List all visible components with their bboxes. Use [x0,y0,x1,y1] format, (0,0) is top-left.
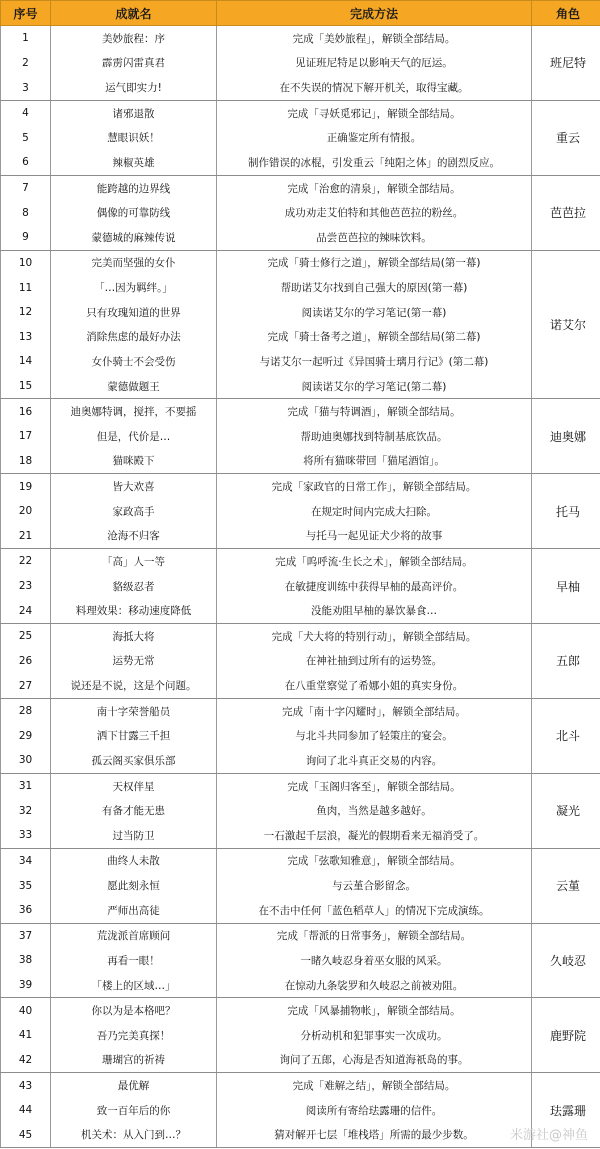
table-row [1,823,600,848]
table-row [1,873,600,898]
method-cell: 帮助迪奥娜找到特制基底饮品。 [217,424,532,449]
method-cell: 帮助诺艾尔找到自己强大的原因(第一幕) [217,275,532,300]
table-row [1,200,600,225]
name-cell: 迪奥娜特调，搅拌，不要摇 [51,399,217,424]
role-cell: 芭芭拉 [532,175,600,250]
method-cell: 将所有猫咪带回「猫尾酒馆」。 [217,449,532,474]
table-row [1,549,600,574]
table-row [1,150,600,175]
table-row [1,325,600,350]
name-cell: 南十字荣誉船员 [51,698,217,723]
name-cell: 完美而坚强的女仆 [51,250,217,275]
no-cell: 4 [1,100,51,125]
name-cell: 但是，代价是… [51,424,217,449]
method-cell: 品尝芭芭拉的辣味饮料。 [217,225,532,250]
table-row [1,75,600,100]
no-cell: 37 [1,923,51,948]
no-cell: 42 [1,1048,51,1073]
method-cell: 完成「弦歌知雅意」，解锁全部结局。 [217,848,532,873]
method-cell: 鱼肉，当然是越多越好。 [217,798,532,823]
header-role: 角色 [532,1,600,26]
name-cell: 能跨越的边界线 [51,175,217,200]
name-cell: 过当防卫 [51,823,217,848]
name-cell: 海抵大将 [51,624,217,649]
no-cell: 24 [1,598,51,623]
table-body [1,26,600,1148]
no-cell: 17 [1,424,51,449]
no-cell: 9 [1,225,51,250]
no-cell: 40 [1,998,51,1023]
no-cell: 3 [1,75,51,100]
method-cell: 与托马一起见证犬少将的故事 [217,524,532,549]
no-cell: 10 [1,250,51,275]
method-cell: 分析动机和犯罪事实一次成功。 [217,1023,532,1048]
method-cell: 猜对解开七层「堆栈塔」所需的最少步数。 [217,1123,532,1148]
no-cell: 32 [1,798,51,823]
name-cell: 再看一眼！ [51,948,217,973]
name-cell: 蒙德城的麻辣传说 [51,225,217,250]
table-row [1,275,600,300]
no-cell: 7 [1,175,51,200]
name-cell: 皆大欢喜 [51,474,217,499]
name-cell: 你以为是本格吧？ [51,998,217,1023]
method-cell: 完成「骑士备考之道」，解锁全部结局(第二幕) [217,325,532,350]
no-cell: 18 [1,449,51,474]
role-cell: 北斗 [532,698,600,773]
no-cell: 1 [1,26,51,51]
table-row [1,424,600,449]
no-cell: 21 [1,524,51,549]
name-cell: 女仆骑士不会受伤 [51,349,217,374]
role-cell: 早柚 [532,549,600,624]
table-row [1,973,600,998]
method-cell: 完成「呜呼流·生长之术」，解锁全部结局。 [217,549,532,574]
name-cell: 消除焦虑的最好办法 [51,325,217,350]
name-cell: 吾乃完美真探！ [51,1023,217,1048]
method-cell: 正确鉴定所有情报。 [217,126,532,151]
name-cell: 偶像的可靠防线 [51,200,217,225]
no-cell: 13 [1,325,51,350]
name-cell: 霹雳闪雷真君 [51,51,217,76]
no-cell: 41 [1,1023,51,1048]
method-cell: 完成「家政官的日常工作」，解锁全部结局。 [217,474,532,499]
method-cell: 询问了北斗真正交易的内容。 [217,748,532,773]
name-cell: 运气即实力! [51,75,217,100]
name-cell: 料理效果：移动速度降低 [51,598,217,623]
no-cell: 45 [1,1123,51,1148]
no-cell: 14 [1,349,51,374]
method-cell: 完成「难解之结」，解锁全部结局。 [217,1073,532,1098]
name-cell: 辣椒英雄 [51,150,217,175]
table-row [1,250,600,275]
method-cell: 一石激起千层浪，凝光的假期看来无福消受了。 [217,823,532,848]
no-cell: 2 [1,51,51,76]
no-cell: 28 [1,698,51,723]
method-cell: 在敏捷度训练中获得早柚的最高评价。 [217,574,532,599]
role-cell: 云堇 [532,848,600,923]
table-row [1,923,600,948]
method-cell: 一睹久岐忍身着巫女服的风采。 [217,948,532,973]
table-row [1,499,600,524]
name-cell: 珊瑚宫的祈祷 [51,1048,217,1073]
name-cell: 机关术：从入门到…？ [51,1123,217,1148]
table-row [1,574,600,599]
no-cell: 29 [1,724,51,749]
name-cell: 致一百年后的你 [51,1098,217,1123]
no-cell: 22 [1,549,51,574]
table-row [1,773,600,798]
role-cell: 班尼特 [532,26,600,101]
table-row [1,349,600,374]
table-row [1,1023,600,1048]
method-cell: 完成「风暴捕物帐」，解锁全部结局。 [217,998,532,1023]
no-cell: 25 [1,624,51,649]
method-cell: 见证班尼特足以影响天气的厄运。 [217,51,532,76]
table-row [1,724,600,749]
role-cell: 久岐忍 [532,923,600,998]
no-cell: 27 [1,673,51,698]
table-row [1,100,600,125]
name-cell: 蒙德做题王 [51,374,217,399]
name-cell: 美妙旅程：序 [51,26,217,51]
name-cell: 愿此刻永恒 [51,873,217,898]
role-cell: 鹿野院 [532,998,600,1073]
table-row [1,848,600,873]
method-cell: 阅读诺艾尔的学习笔记(第一幕) [217,300,532,325]
name-cell: 天权伴星 [51,773,217,798]
method-cell: 阅读诺艾尔的学习笔记(第二幕) [217,374,532,399]
table-row [1,598,600,623]
method-cell: 完成「帮派的日常事务」，解锁全部结局。 [217,923,532,948]
header-name: 成就名 [51,1,217,26]
no-cell: 8 [1,200,51,225]
no-cell: 38 [1,948,51,973]
method-cell: 完成「犬大将的特别行动」，解锁全部结局。 [217,624,532,649]
method-cell: 完成「寻妖觅邪记」，解锁全部结局。 [217,100,532,125]
method-cell: 完成「玉阁归客至」，解锁全部结局。 [217,773,532,798]
name-cell: 说还是不说，这是个问题。 [51,673,217,698]
table-row [1,898,600,923]
table-row [1,126,600,151]
role-cell: 重云 [532,100,600,175]
no-cell: 34 [1,848,51,873]
name-cell: 运势无常 [51,649,217,674]
table-row [1,1073,600,1098]
method-cell: 在不失误的情况下解开机关，取得宝藏。 [217,75,532,100]
watermark: 米游社@神鱼 [509,1128,588,1143]
no-cell: 19 [1,474,51,499]
name-cell: 曲终人未散 [51,848,217,873]
name-cell: 猫咪殿下 [51,449,217,474]
method-cell: 在神社抽到过所有的运势签。 [217,649,532,674]
name-cell: 家政高手 [51,499,217,524]
name-cell: 最优解 [51,1073,217,1098]
no-cell: 6 [1,150,51,175]
no-cell: 20 [1,499,51,524]
header-method: 完成方法 [217,1,532,26]
table-row [1,399,600,424]
table-row [1,51,600,76]
table-row [1,300,600,325]
no-cell: 30 [1,748,51,773]
name-cell: 貉级忍者 [51,574,217,599]
method-cell: 没能劝阻早柚的暴饮暴食… [217,598,532,623]
table-row [1,798,600,823]
role-cell: 迪奥娜 [532,399,600,474]
name-cell: 沧海不归客 [51,524,217,549]
method-cell: 在规定时间内完成大扫除。 [217,499,532,524]
role-cell: 凝光 [532,773,600,848]
name-cell: 慧眼识妖！ [51,126,217,151]
no-cell: 5 [1,126,51,151]
name-cell: 「高」人一等 [51,549,217,574]
table-header-row [1,1,600,26]
table-row [1,673,600,698]
table-row [1,624,600,649]
no-cell: 35 [1,873,51,898]
header-no: 序号 [1,1,51,26]
no-cell: 12 [1,300,51,325]
name-cell: 孤云阁买家俱乐部 [51,748,217,773]
name-cell: 荒泷派首席顾问 [51,923,217,948]
method-cell: 阅读所有寄给珐露珊的信件。 [217,1098,532,1123]
method-cell: 完成「骑士修行之道」，解锁全部结局(第一幕) [217,250,532,275]
role-cell: 诺艾尔 [532,250,600,399]
method-cell: 完成「美妙旅程」，解锁全部结局。 [217,26,532,51]
method-cell: 询问了五郎，心海是否知道海祇岛的事。 [217,1048,532,1073]
role-cell: 珐露珊 [532,1073,600,1148]
name-cell: 「楼上的区域…」 [51,973,217,998]
method-cell: 与云堇合影留念。 [217,873,532,898]
method-cell: 完成「猫与特调酒」，解锁全部结局。 [217,399,532,424]
table-row [1,225,600,250]
table-row [1,1098,600,1123]
table-row [1,948,600,973]
no-cell: 11 [1,275,51,300]
method-cell: 在惊动九条裟罗和久岐忍之前被劝阻。 [217,973,532,998]
table-row [1,524,600,549]
table-row [1,698,600,723]
no-cell: 23 [1,574,51,599]
method-cell: 完成「南十字闪耀时」，解锁全部结局。 [217,698,532,723]
table-row [1,449,600,474]
name-cell: 只有玫瑰知道的世界 [51,300,217,325]
method-cell: 成功劝走艾伯特和其他芭芭拉的粉丝。 [217,200,532,225]
name-cell: 洒下甘露三千担 [51,724,217,749]
method-cell: 与诺艾尔一起听过《异国骑士璃月行记》(第二幕) [217,349,532,374]
method-cell: 与北斗共同参加了轻策庄的宴会。 [217,724,532,749]
method-cell: 在八重堂察觉了希娜小姐的真实身份。 [217,673,532,698]
name-cell: 严师出高徒 [51,898,217,923]
no-cell: 44 [1,1098,51,1123]
role-cell: 托马 [532,474,600,549]
role-cell: 五郎 [532,624,600,699]
name-cell: 「…因为羁绊。」 [51,275,217,300]
no-cell: 26 [1,649,51,674]
no-cell: 15 [1,374,51,399]
name-cell: 诸邪退散 [51,100,217,125]
table-row [1,748,600,773]
table-row [1,998,600,1023]
no-cell: 39 [1,973,51,998]
table-row [1,175,600,200]
no-cell: 43 [1,1073,51,1098]
table-row [1,374,600,399]
table-row [1,1048,600,1073]
table-row [1,26,600,51]
method-cell: 完成「治愈的清泉」，解锁全部结局。 [217,175,532,200]
no-cell: 31 [1,773,51,798]
table-row [1,649,600,674]
method-cell: 制作错误的冰棍，引发重云「纯阳之体」的剧烈反应。 [217,150,532,175]
no-cell: 33 [1,823,51,848]
table-row [1,474,600,499]
no-cell: 16 [1,399,51,424]
method-cell: 在不击中任何「蓝色稻草人」的情况下完成演练。 [217,898,532,923]
no-cell: 36 [1,898,51,923]
name-cell: 有备才能无患 [51,798,217,823]
